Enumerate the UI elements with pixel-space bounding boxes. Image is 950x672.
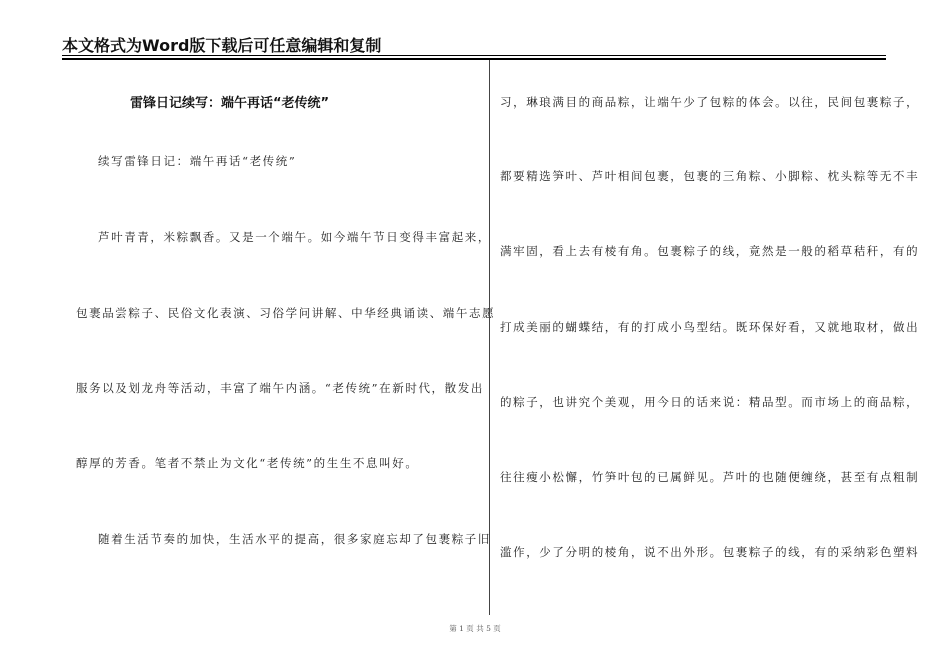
header-rule (62, 55, 886, 56)
right-column-line: 滥作，少了分明的棱角，说不出外形。包裹粽子的线，有的采纳彩色塑料 (500, 545, 920, 559)
document-header: 本文格式为Word版下载后可任意编辑和复制 (62, 36, 382, 55)
right-column-line: 满牢固，看上去有棱有角。包裹粽子的线，竟然是一般的稻草秸秆，有的 (500, 244, 920, 258)
left-column-line: 芦叶青青，米粽飘香。又是一个端午。如今端午节日变得丰富起来， (98, 230, 491, 244)
right-column-line: 打成美丽的蝴蝶结，有的打成小鸟型结。既环保好看，又就地取材，做出 (500, 320, 920, 334)
right-column-line: 习，琳琅满目的商品粽，让端午少了包粽的体会。以往，民间包裹粽子， (500, 95, 920, 109)
right-column-line: 的粽子，也讲究个美观，用今日的话来说：精品型。而市场上的商品粽， (500, 395, 920, 409)
left-column-line: 续写雷锋日记：端午再话“老传统” (98, 154, 297, 168)
page-number: 第 1 页 共 5 页 (449, 624, 501, 633)
left-column-line: 醇厚的芳香。笔者不禁止为文化“老传统”的生生不息叫好。 (76, 456, 419, 470)
document-title: 雷锋日记续写：端午再话“老传统” (130, 96, 330, 111)
left-column-line: 服务以及划龙舟等活动，丰富了端午内涵。“老传统”在新时代，散发出 (76, 381, 484, 395)
left-column-line: 随着生活节奏的加快，生活水平的提高，很多家庭忘却了包裹粽子旧 (98, 532, 491, 546)
right-column-line: 往往瘦小松懈，竹笋叶包的已属鲜见。芦叶的也随便缠绕，甚至有点粗制 (500, 470, 920, 484)
header-rule-thick (62, 58, 886, 60)
left-column-line: 包裹品尝粽子、民俗文化表演、习俗学问讲解、中华经典诵读、端午志愿 (76, 306, 496, 320)
column-divider (489, 60, 490, 615)
right-column-line: 都要精选笋叶、芦叶相间包裹，包裹的三角粽、小脚粽、枕头粽等无不丰 (500, 169, 920, 183)
